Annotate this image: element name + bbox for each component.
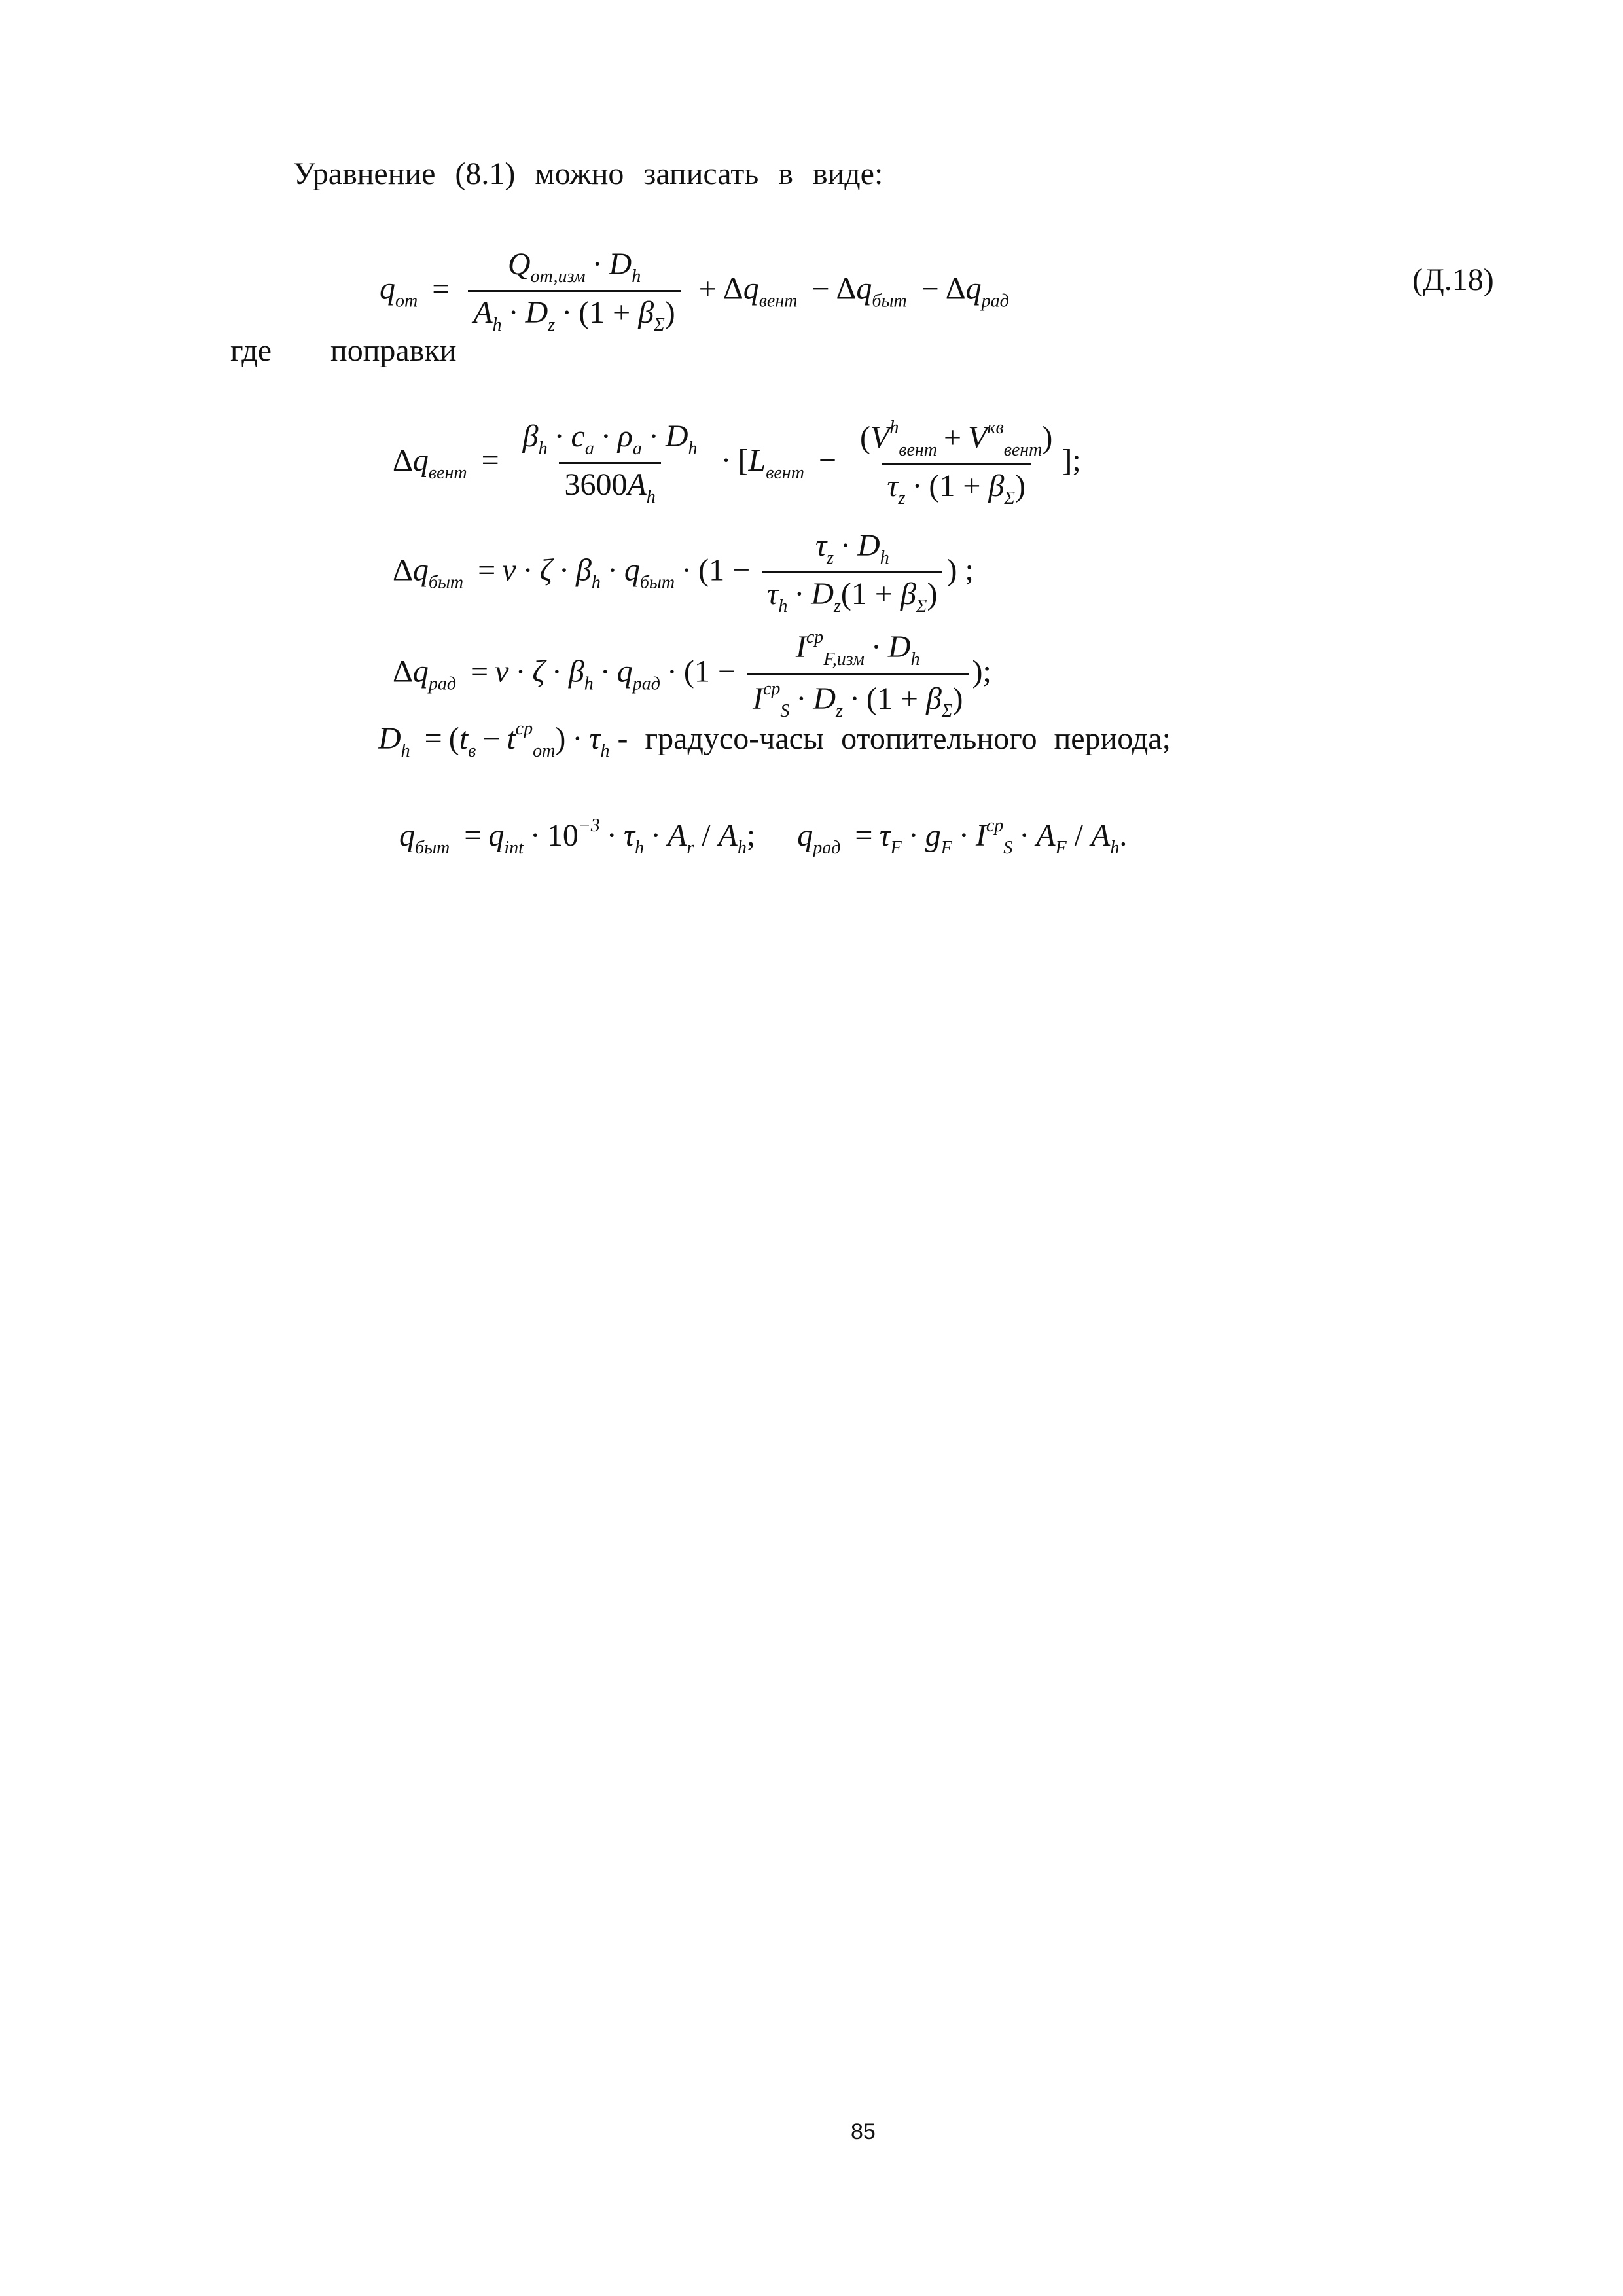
byt-fraction: $\frac{\tau_z \cdot D_h}{\tau_h \cdot D_z(1 + \beta_\Sigma)}$ — [762, 530, 942, 616]
main-fraction: $\frac{Q_{от,изм} \cdot D_h}{A_h \cdot D_z \cdot (1 + \beta_\Sigma)}$ — [468, 249, 680, 334]
equation-delta-q-rad: $\Delta q_{рад} = \nu \cdot \zeta \cdot \beta_h \cdot q_{рад} \cdot (1$ − $\frac{I^{ср}_{F,изм} \cdot D_h}{I^{ср}_S \cdot D_z \cdot (1 + \beta_\Sigma)}$ ); — [393, 627, 991, 721]
equation-dh: $D_h = (t_в - t^{ср}_{от}) \cdot \tau_h$ - градусо-часы отопительного периода; — [378, 719, 1171, 761]
equation-delta-q-vent: $\Delta q_{вент}$ = $\frac{\beta_h \cdot c_a \cdot \rho_a \cdot D_h}{3600A_h}$ · [$L_{вент}$ − $\frac{(V^h_{вент} + V^{кв}_{вент})}{\tau_z \cdot (1 + \beta_\Sigma)}$ ]; — [393, 418, 1081, 509]
equation-d18: $q_{от}$ = $\frac{Q_{от,изм} \cdot D_h}{A_h \cdot D_z \cdot (1 + \beta_\Sigma)}$ + $\Delta q_{вент} - \Delta q_{быт} - \Delta q_{рад}$ — [380, 247, 1009, 335]
page-number: 85 — [851, 2119, 876, 2144]
equation-delta-q-byt: $\Delta q_{быт} = \nu \cdot \zeta \cdot \beta_h \cdot q_{быт} \cdot (1$ − $\frac{\tau_z \cdot D_h}{\tau_h \cdot D_z(1 + \beta_\Sigma)}$ ) ; — [393, 528, 974, 617]
where-line — [230, 332, 456, 368]
vent-fraction-2: $\frac{(V^h_{вент} + V^{кв}_{вент})}{\tau_z \cdot (1 + \beta_\Sigma)}$ — [860, 418, 1053, 509]
where-word: где — [230, 333, 272, 368]
intro-paragraph: Уравнение (8.1) можно записать в виде: — [293, 156, 883, 191]
vent-fraction-1: $\frac{\beta_h \cdot c_a \cdot \rho_a \cdot D_h}{3600A_h}$ — [522, 418, 698, 507]
equation-number: (Д.18) — [1412, 262, 1494, 297]
rad-fraction: $\frac{I^{ср}_{F,изм} \cdot D_h}{I^{ср}_S \cdot D_z \cdot (1 + \beta_\Sigma)}$ — [747, 628, 969, 721]
dh-description: - градусо-часы отопительного периода; — [617, 721, 1171, 756]
where-rest: поправки — [330, 333, 457, 368]
equation-q-byt-q-rad: $q_{быт} = q_{int} \cdot 10^{-3} \cdot \tau_h \cdot A_r / A_h$; $q_{рад} = \tau_F \cdot g_F \cdot I^{ср}_S \cdot A_F / A_h$. — [399, 816, 1128, 858]
